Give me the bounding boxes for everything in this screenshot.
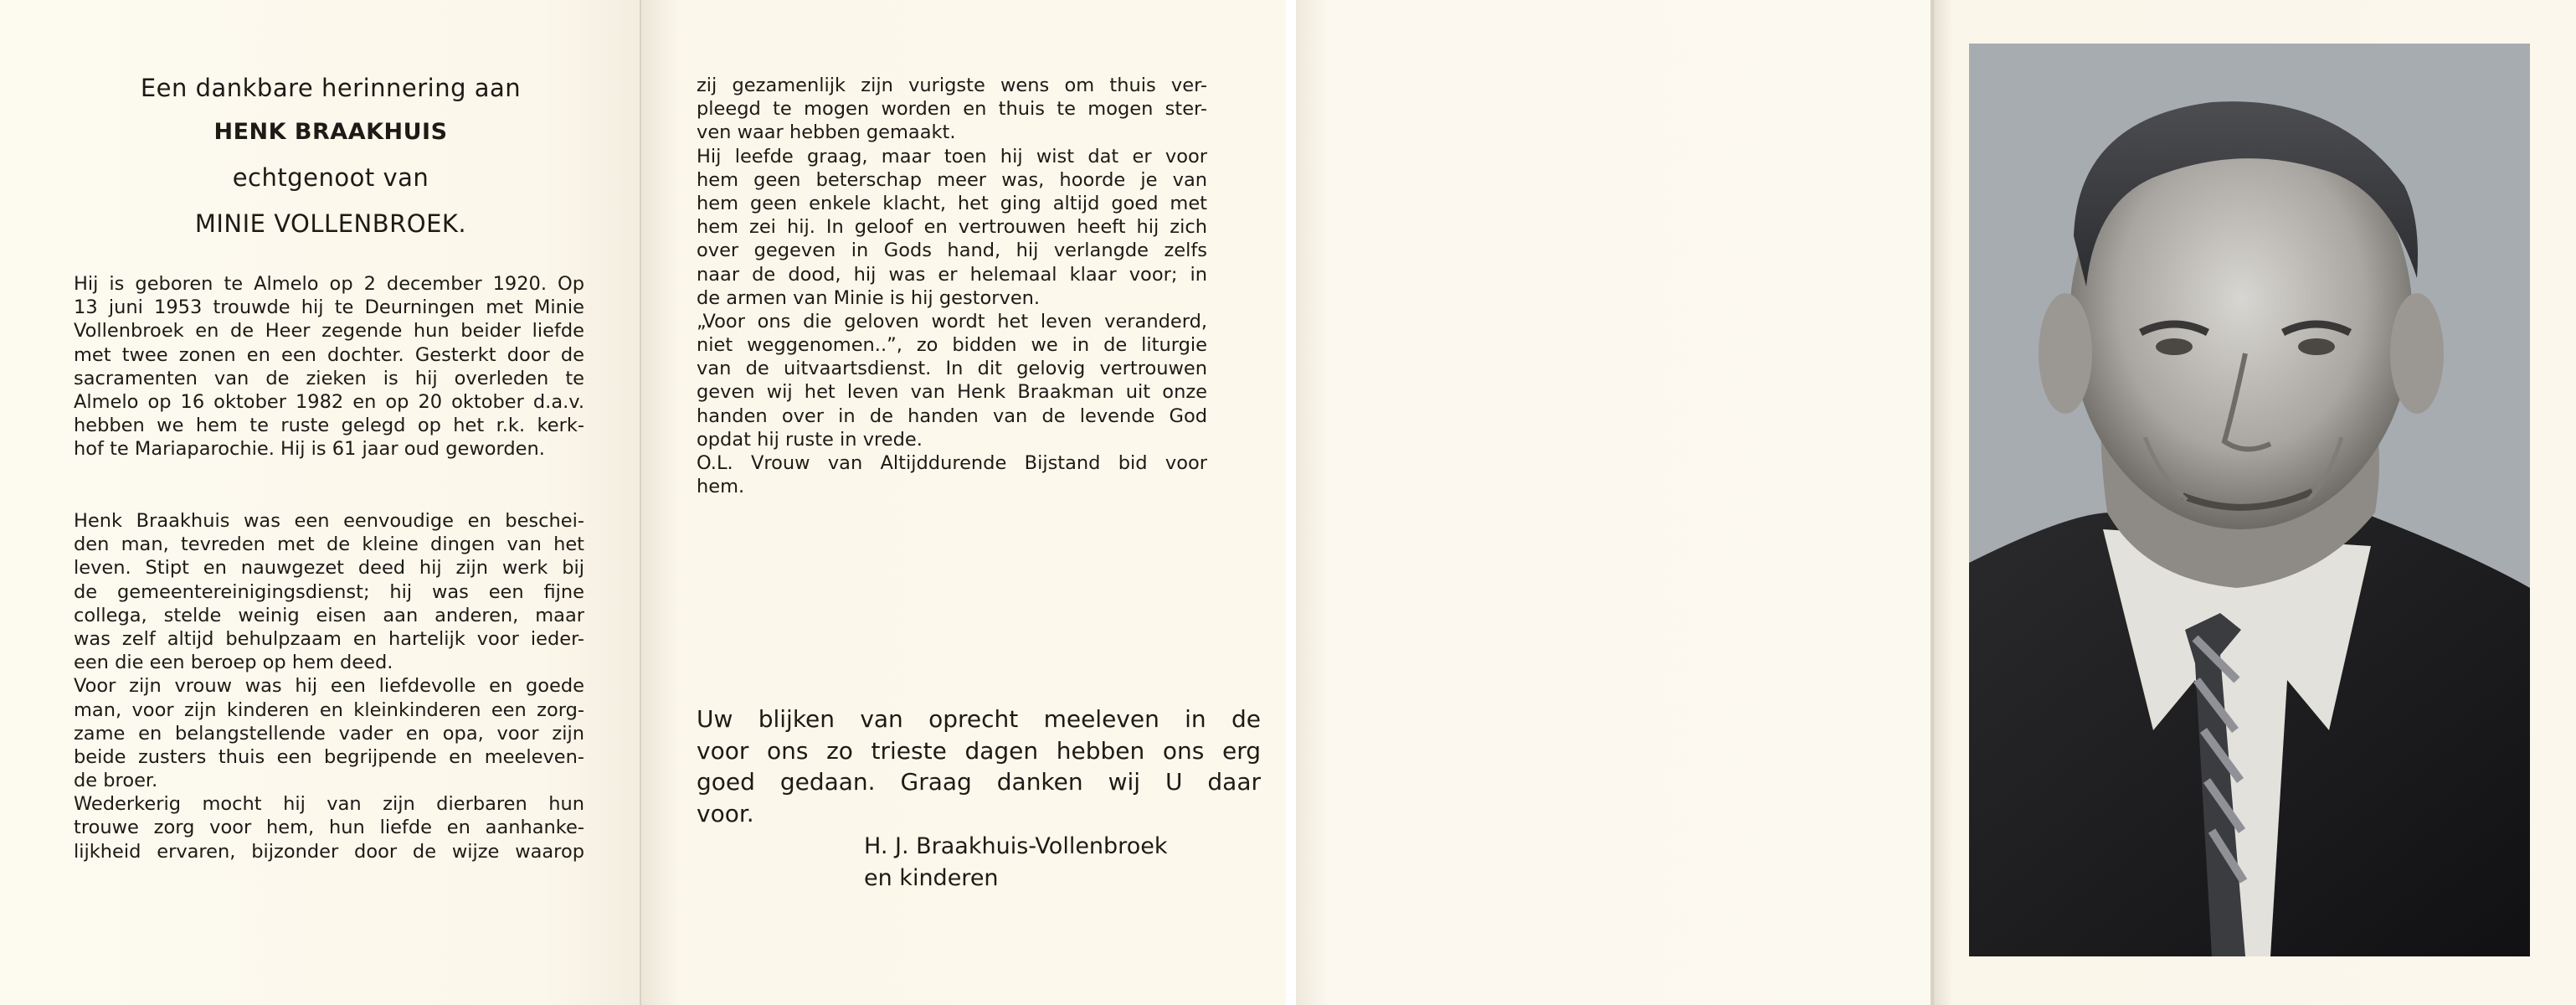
text-line: de armen van Minie is hij gestorven. [697,286,1041,309]
text-line: Hij leefde graag, maar toen hij wist dat er voor [697,145,1207,168]
text-line: opdat hij ruste in vrede. [697,428,923,451]
text-line: over gegeven in Gods hand, hij verlangde zelfs [697,240,1207,262]
text-line: 13 juni 1953 trouwde hij te Deurningen met Minie [74,296,584,319]
text-line: leven. Stipt en nauwgezet deed hij zijn werk bij [74,557,584,580]
biography-paragraph [74,272,584,461]
text-line: Hij is geboren te Almelo op 2 december 1920. Op [74,273,584,295]
continuation-paragraph [697,74,1207,498]
text-line: Almelo op 16 oktober 1982 en op 20 oktober d.a.v. [74,390,584,413]
text-line: geven wij het leven van Henk Braakman uit onze [697,381,1207,404]
text-line: pleegd te mogen worden en thuis te mogen ster- [697,98,1207,121]
text-line: zij gezamenlijk zijn vurigste wens om thuis ver- [697,75,1207,96]
text-line: handen over in de handen van de levende God [697,405,1207,427]
text-line: een die een beroep op hem deed. [74,652,393,674]
text-line: Voor zijn vrouw was hij een liefdevolle en goede [74,675,584,698]
card-back-blank-panel [1296,0,1934,1005]
text-line: man, voor zijn kinderen en kleinkinderen een zorg- [74,698,584,721]
signature-name: H. J. Braakhuis-Vollenbroek [864,833,1168,859]
text-line: voor ons zo trieste dagen hebben ons erg [697,736,1261,765]
text-line: hem geen beterschap meer was, hoorde je van [697,168,1207,191]
heading-intro: Een dankbare herinnering aan [140,74,522,102]
text-line: hebben we hem te ruste gelegd op het r.k. kerk- [74,415,584,437]
text-line: hem geen enkele klacht, het ging altijd goed met [697,192,1207,214]
text-line: voor. [697,799,754,827]
character-paragraph [74,509,584,863]
text-line: de gemeentereinigingsdienst; hij was een fijne [74,580,584,603]
scan-gap [1286,0,1296,1005]
text-line: naar de dood, hij was er helemaal klaar voor; in [697,263,1207,286]
thank-you-note [697,704,1261,829]
text-line: O.L. Vrouw van Altijddurende Bijstand bid voor [697,452,1207,474]
text-line: „Voor ons die geloven wordt het leven veranderd, [697,310,1207,332]
text-line: Wederkerig mocht hij van zijn dierbaren hun [74,793,584,816]
spouse-name: MINIE VOLLENBROEK. [194,209,467,238]
text-line: goed gedaan. Graag danken wij U daar [697,768,1261,796]
text-line: beide zusters thuis een begrijpende en meeleven- [74,745,584,768]
family-signature [864,831,1167,894]
text-line: hof te Mariaparochie. Hij is 61 jaar oud geworden. [74,438,545,461]
text-line: den man, tevreden met de kleine dingen van het [74,533,584,556]
text-line: collega, stelde weinig eisen aan anderen, maar [74,604,584,626]
text-line: sacramenten van de zieken is hij overleden te [74,367,584,389]
portrait-photo [1969,44,2530,956]
card-inner-right-panel [641,0,1286,1005]
text-line: Uw blijken van oprecht meeleven in de [697,705,1261,733]
heading-relation: echtgenoot van [232,163,429,192]
text-line: hem. [697,476,745,498]
text-line: de broer. [74,770,158,792]
text-line: lijkheid ervaren, bijzonder door de wijze waarop [74,840,584,863]
text-line: ven waar hebben gemaakt. [697,121,956,144]
text-line: niet weggenomen..”, zo bidden we in de liturgie [697,334,1207,357]
text-line: zame en belangstellende vader en opa, voor zijn [74,722,584,745]
text-line: Vollenbroek en de Heer zegende hun beider liefde [74,320,584,343]
text-line: hem zei hij. In geloof en vertrouwen heeft hij zich [697,216,1207,239]
text-line: trouwe zorg voor hem, hun liefde en aanhanke- [74,817,584,839]
portrait-illustration [1969,44,2530,956]
text-line: van de uitvaartsdienst. In dit gelovig vertrouwen [697,358,1207,380]
text-line: was zelf altijd behulpzaam en hartelijk voor ieder- [74,627,584,650]
text-line: Henk Braakhuis was een eenvoudige en beschei- [74,510,584,532]
text-line: met twee zonen en een dochter. Gesterkt door de [74,343,584,366]
card-inner-left-panel [0,0,641,1005]
signature-family: en kinderen [864,865,999,891]
deceased-name: HENK BRAAKHUIS [213,119,448,145]
